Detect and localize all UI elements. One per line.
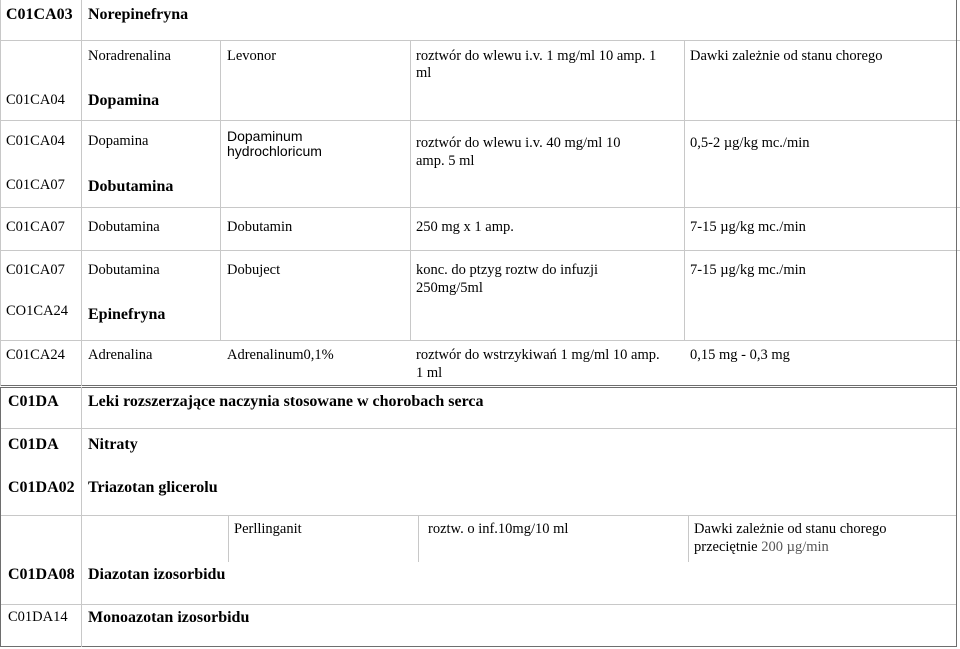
group-name: Leki rozszerzające naczynia stosowane w chorobach serca [88, 393, 484, 410]
dose-text: Dawki zależnie od stanu chorego [694, 521, 887, 537]
trade-name: Dopaminum [227, 128, 303, 144]
dose-text: Dawki zależnie od stanu chorego [690, 48, 883, 64]
atc-code: C01CA03 [6, 6, 73, 23]
form-line: roztwór do wstrzykiwań 1 mg/ml 10 amp. [416, 347, 660, 363]
trade-name: Adrenalinum0,1% [227, 347, 334, 363]
column-divider [220, 40, 221, 340]
substance-name: Noradrenalina [88, 48, 171, 64]
atc-code: C01DA08 [8, 566, 75, 583]
table-bottom-border [0, 385, 956, 386]
table-bottom-border [0, 646, 956, 647]
group-name: Dopamina [88, 92, 160, 109]
atc-code: C01CA07 [6, 177, 65, 193]
atc-code: C01DA [8, 393, 59, 410]
form-line: 250mg/5ml [416, 280, 483, 296]
group-name: Norepinefryna [88, 6, 189, 23]
table-top-border [0, 387, 956, 388]
form-line: amp. 5 ml [416, 153, 475, 169]
group-name: Dobutamina [88, 178, 174, 195]
substance-name: Dobutamina [88, 219, 160, 235]
atc-code: C01DA02 [8, 479, 75, 496]
column-divider [688, 515, 689, 562]
dose-text: 0,5-2 µg/kg mc./min [690, 135, 810, 151]
form-line: roztw. o inf.10mg/10 ml [428, 521, 569, 537]
column-divider [418, 515, 419, 562]
form-line: 250 mg x 1 amp. [416, 219, 514, 235]
form-line: 1 ml [416, 365, 443, 381]
group-name: Triazotan glicerolu [88, 479, 218, 496]
column-divider [684, 40, 685, 340]
trade-name: Perllinganit [234, 521, 302, 537]
table-right-border [956, 387, 957, 647]
column-divider [81, 0, 82, 386]
column-divider [0, 0, 1, 386]
trade-name: Dobutamin [227, 219, 293, 235]
group-name: Monoazotan izosorbidu [88, 609, 250, 626]
atc-code: C01DA [8, 436, 59, 453]
form-line: konc. do ptzyg roztw do infuzji [416, 262, 599, 278]
row-divider [0, 340, 960, 341]
atc-code: C01CA24 [6, 347, 65, 363]
atc-code: C01CA04 [6, 133, 65, 149]
trade-name: Levonor [227, 48, 277, 64]
column-divider [81, 387, 82, 647]
form-line: roztwór do wlewu i.v. 1 mg/ml 10 amp. 1 [416, 48, 657, 64]
atc-code: C01CA07 [6, 219, 65, 235]
row-divider [0, 515, 956, 516]
substance-name: Dobutamina [88, 262, 160, 278]
table-left-border [0, 387, 1, 647]
trade-name: Dobuject [227, 262, 281, 278]
substance-name: Adrenalina [88, 347, 153, 363]
dose-text: 7-15 µg/kg mc./min [690, 262, 806, 278]
table-right-border [956, 0, 957, 386]
substance-name: Dopamina [88, 133, 149, 149]
form-line: roztwór do wlewu i.v. 40 mg/ml 10 [416, 135, 621, 151]
row-divider [0, 40, 960, 41]
group-name: Diazotan izosorbidu [88, 566, 226, 583]
trade-name: hydrochloricum [227, 143, 322, 159]
row-divider [0, 250, 960, 251]
atc-code: CO1CA24 [6, 303, 69, 319]
dose-label: przeciętnie [694, 539, 762, 555]
row-divider [0, 120, 960, 121]
column-divider [410, 40, 411, 340]
dose-text: 0,15 mg - 0,3 mg [690, 347, 790, 363]
dose-value: 200 µg/min [761, 539, 829, 555]
atc-code: C01CA07 [6, 262, 65, 278]
group-name: Nitraty [88, 436, 138, 453]
row-divider [0, 604, 956, 605]
atc-code: C01DA14 [8, 609, 68, 625]
row-divider [0, 207, 960, 208]
form-line: ml [416, 65, 432, 81]
group-name: Epinefryna [88, 306, 166, 323]
column-divider [228, 515, 229, 562]
dose-text: 7-15 µg/kg mc./min [690, 219, 806, 235]
atc-code: C01CA04 [6, 92, 65, 108]
row-divider [0, 428, 956, 429]
dose-text [694, 539, 829, 556]
